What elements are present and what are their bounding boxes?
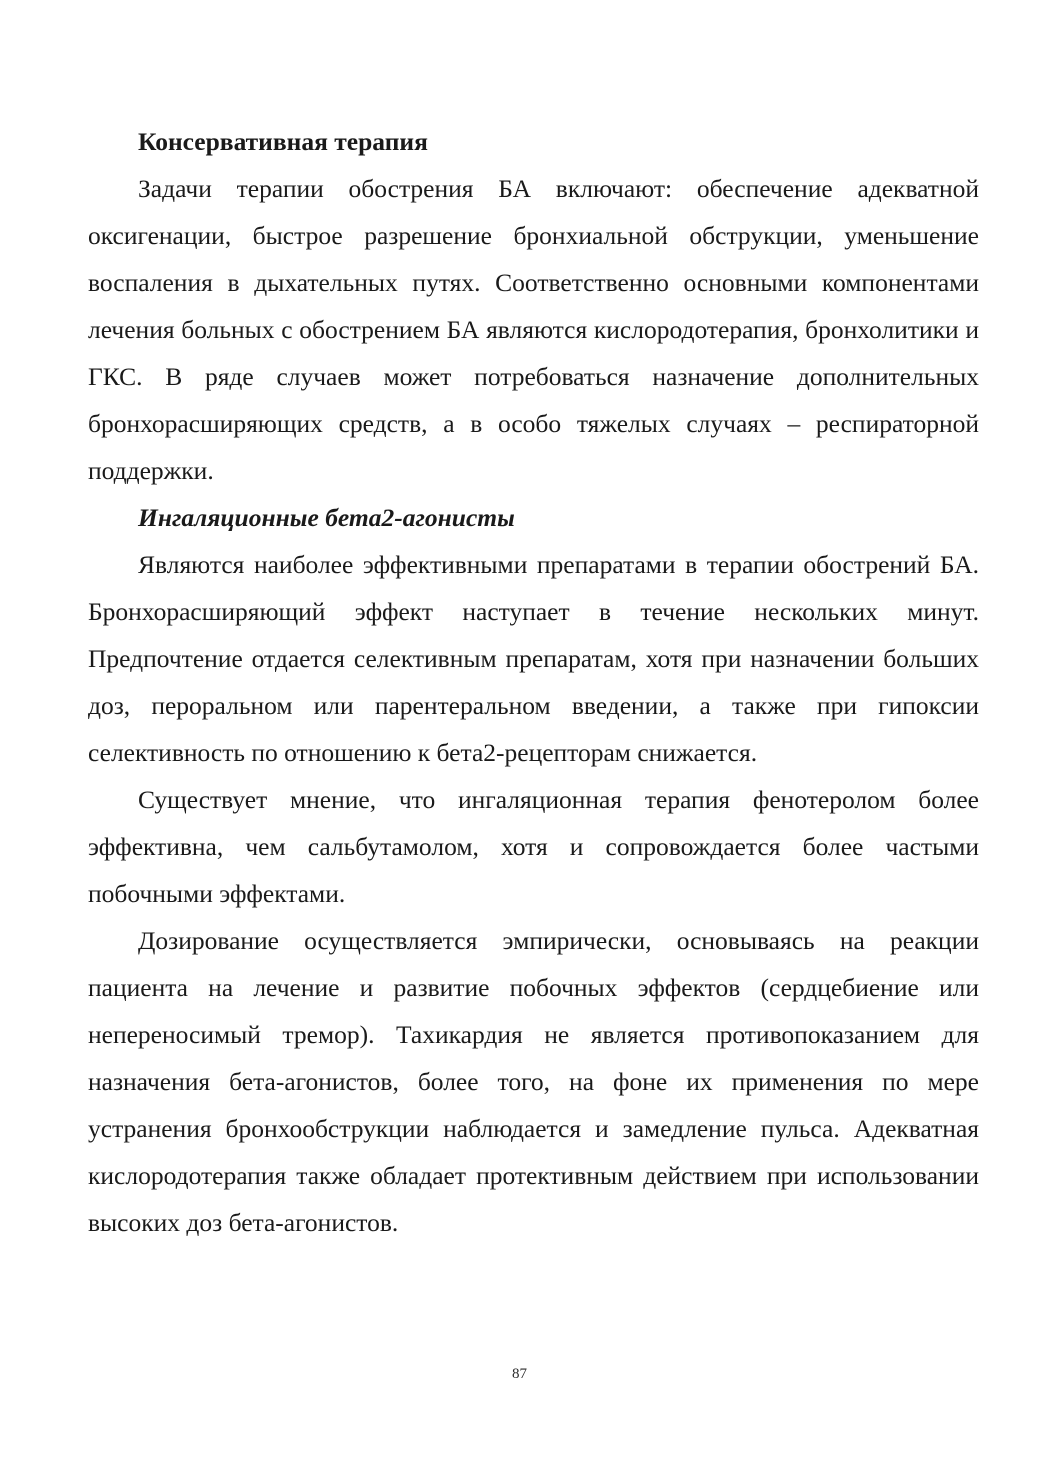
- paragraph: Задачи терапии обострения БА включают: обеспечение адекватной оксигенации, быстрое разрешение бронхиальной обструкции, уменьшение воспаления в дыхательных путях. Соответственно основными компонентами лечения больных с обострением БА являются кислородотерапия, бронхолитики и ГКС. В ряде случаев может потребоваться назначение дополнительных бронхорасширяющих средств, а в особо тяжелых случаях – респираторной поддержки.: [88, 174, 979, 485]
- paragraph: Являются наиболее эффективными препаратами в терапии обострений БА. Бронхорасширяющий эффект наступает в течение нескольких минут. Предпочтение отдается селективным препаратам, хотя при назначении больших доз, пероральном или парентеральном введении, а также при гипоксии селективность по отношению к бета2-рецепторам снижается.: [88, 550, 979, 767]
- paragraph: Дозирование осуществляется эмпирически, основываясь на реакции пациента на лечение и развитие побочных эффектов (сердцебиение или непереносимый тремор). Тахикардия не является противопоказанием для назначения бета-агонистов, более того, на фоне их применения по мере устранения бронхообструкции наблюдается и замедление пульса. Адекватная кислородотерапия также обладает протективным действием при использовании высоких доз бета-агонистов.: [88, 926, 979, 1237]
- paragraph: Существует мнение, что ингаляционная терапия фенотеролом более эффективна, чем сальбутамолом, хотя и сопровождается более частыми побочными эффектами.: [88, 785, 979, 908]
- document-body: [88, 118, 979, 1246]
- page-number: 87: [512, 1366, 527, 1382]
- subsection-heading: Ингаляционные бета2-агонисты: [138, 503, 515, 532]
- section-heading: Консервативная терапия: [138, 127, 428, 156]
